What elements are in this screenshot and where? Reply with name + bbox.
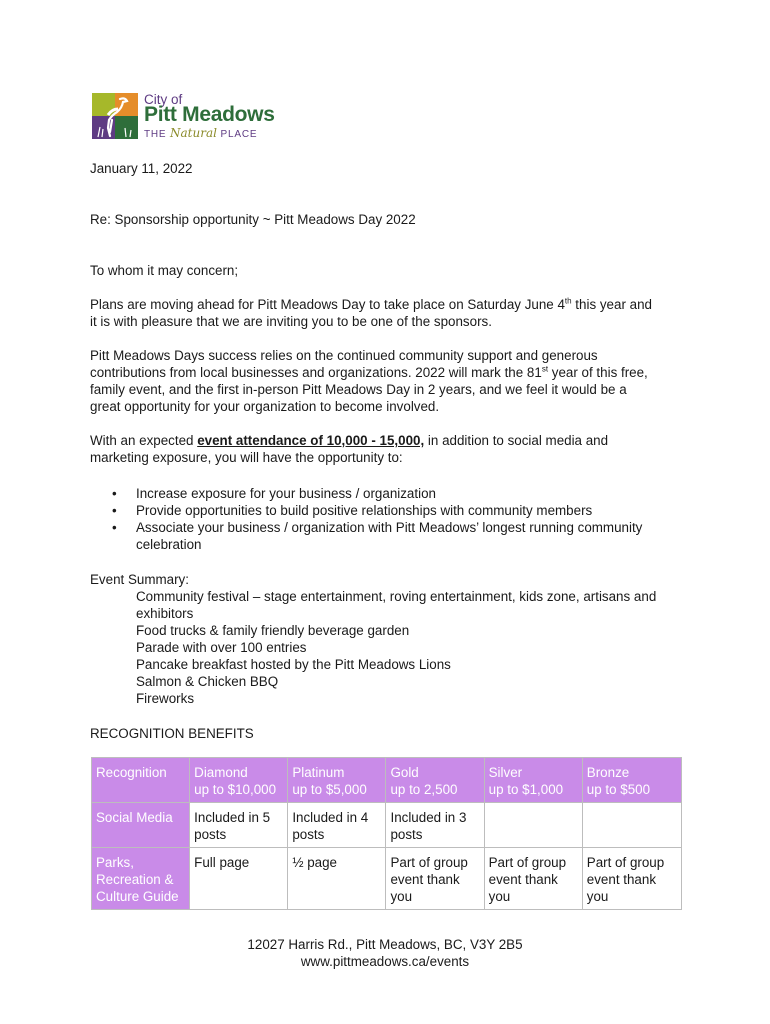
table-cell	[582, 803, 681, 848]
letter-date: January 11, 2022	[90, 161, 193, 176]
header-recognition: Recognition	[92, 758, 190, 803]
paragraph-3: With an expected event attendance of 10,000 - 15,000, in addition to social media and marketing exposure, you will have the opportunity to:	[90, 433, 609, 465]
footer-address: 12027 Harris Rd., Pitt Meadows, BC, V3Y 2B5	[247, 937, 523, 952]
recognition-benefits-table	[91, 757, 682, 910]
logo-city-of: City of	[144, 92, 183, 107]
recognition-heading: RECOGNITION BENEFITS	[90, 726, 254, 741]
benefits-bullet-list	[112, 485, 692, 553]
header-bronze: Bronze up to $500	[582, 758, 681, 803]
event-summary-label: Event Summary:	[90, 572, 189, 587]
letter-subject: Re: Sponsorship opportunity ~ Pitt Meadows Day 2022	[90, 212, 416, 227]
table-cell: Included in 5 posts	[190, 803, 288, 848]
table-cell: ½ page	[288, 848, 386, 910]
table-cell	[484, 803, 582, 848]
logo-pitt-meadows: Pitt Meadows	[144, 103, 275, 126]
list-item: Food trucks & family friendly beverage garden	[136, 623, 410, 638]
city-logo	[92, 93, 278, 141]
header-diamond: Diamond up to $10,000	[190, 758, 288, 803]
paragraph-2: Pitt Meadows Days success relies on the continued community support and generous contributions from local businesses and organizations. 2022 will mark the 81st year of this free, family event, and the first in-person Pitt Meadows Day in 2 years, and we feel it would be a great opportunity for your organization to become involved.	[90, 348, 648, 414]
footer-url[interactable]: www.pittmeadows.ca/events	[300, 954, 470, 969]
header-gold: Gold up to 2,500	[386, 758, 484, 803]
table-cell: Part of group event thank you	[386, 848, 484, 910]
table-cell: Included in 3 posts	[386, 803, 484, 848]
event-summary-list	[136, 588, 692, 707]
paragraph-1: Plans are moving ahead for Pitt Meadows Day to take place on Saturday June 4th this year and it is with pleasure that we are inviting you to be one of the sponsors.	[90, 296, 652, 329]
salutation: To whom it may concern;	[90, 263, 239, 278]
table-cell: Part of group event thank you	[484, 848, 582, 910]
table-cell: Part of group event thank you	[582, 848, 681, 910]
row-label-culture-guide: Parks, Recreation & Culture Guide	[92, 848, 190, 910]
list-item: Pancake breakfast hosted by the Pitt Meadows Lions	[136, 657, 451, 672]
heron-logo-icon	[92, 93, 138, 139]
logo-tagline: THE Natural PLACE	[144, 126, 258, 140]
table-row	[92, 848, 682, 910]
list-item: • Increase exposure for your business / organization	[112, 485, 692, 502]
table-header-row	[92, 758, 682, 803]
list-item: • Associate your business / organization with Pitt Meadows’ longest running community celebration	[112, 519, 692, 553]
header-silver: Silver up to $1,000	[484, 758, 582, 803]
attendance-highlight: event attendance of 10,000 - 15,000,	[197, 433, 425, 448]
list-item: Fireworks	[136, 691, 195, 706]
table-cell: Included in 4 posts	[288, 803, 386, 848]
list-item: • Provide opportunities to build positive relationships with community members	[112, 502, 692, 519]
list-item: Community festival – stage entertainment, roving entertainment, kids zone, artisans and exhibitors	[136, 589, 657, 621]
table-row	[92, 803, 682, 848]
row-label-social-media: Social Media	[92, 803, 190, 848]
list-item: Salmon & Chicken BBQ	[136, 674, 279, 689]
table-cell: Full page	[190, 848, 288, 910]
header-platinum: Platinum up to $5,000	[288, 758, 386, 803]
list-item: Parade with over 100 entries	[136, 640, 307, 655]
